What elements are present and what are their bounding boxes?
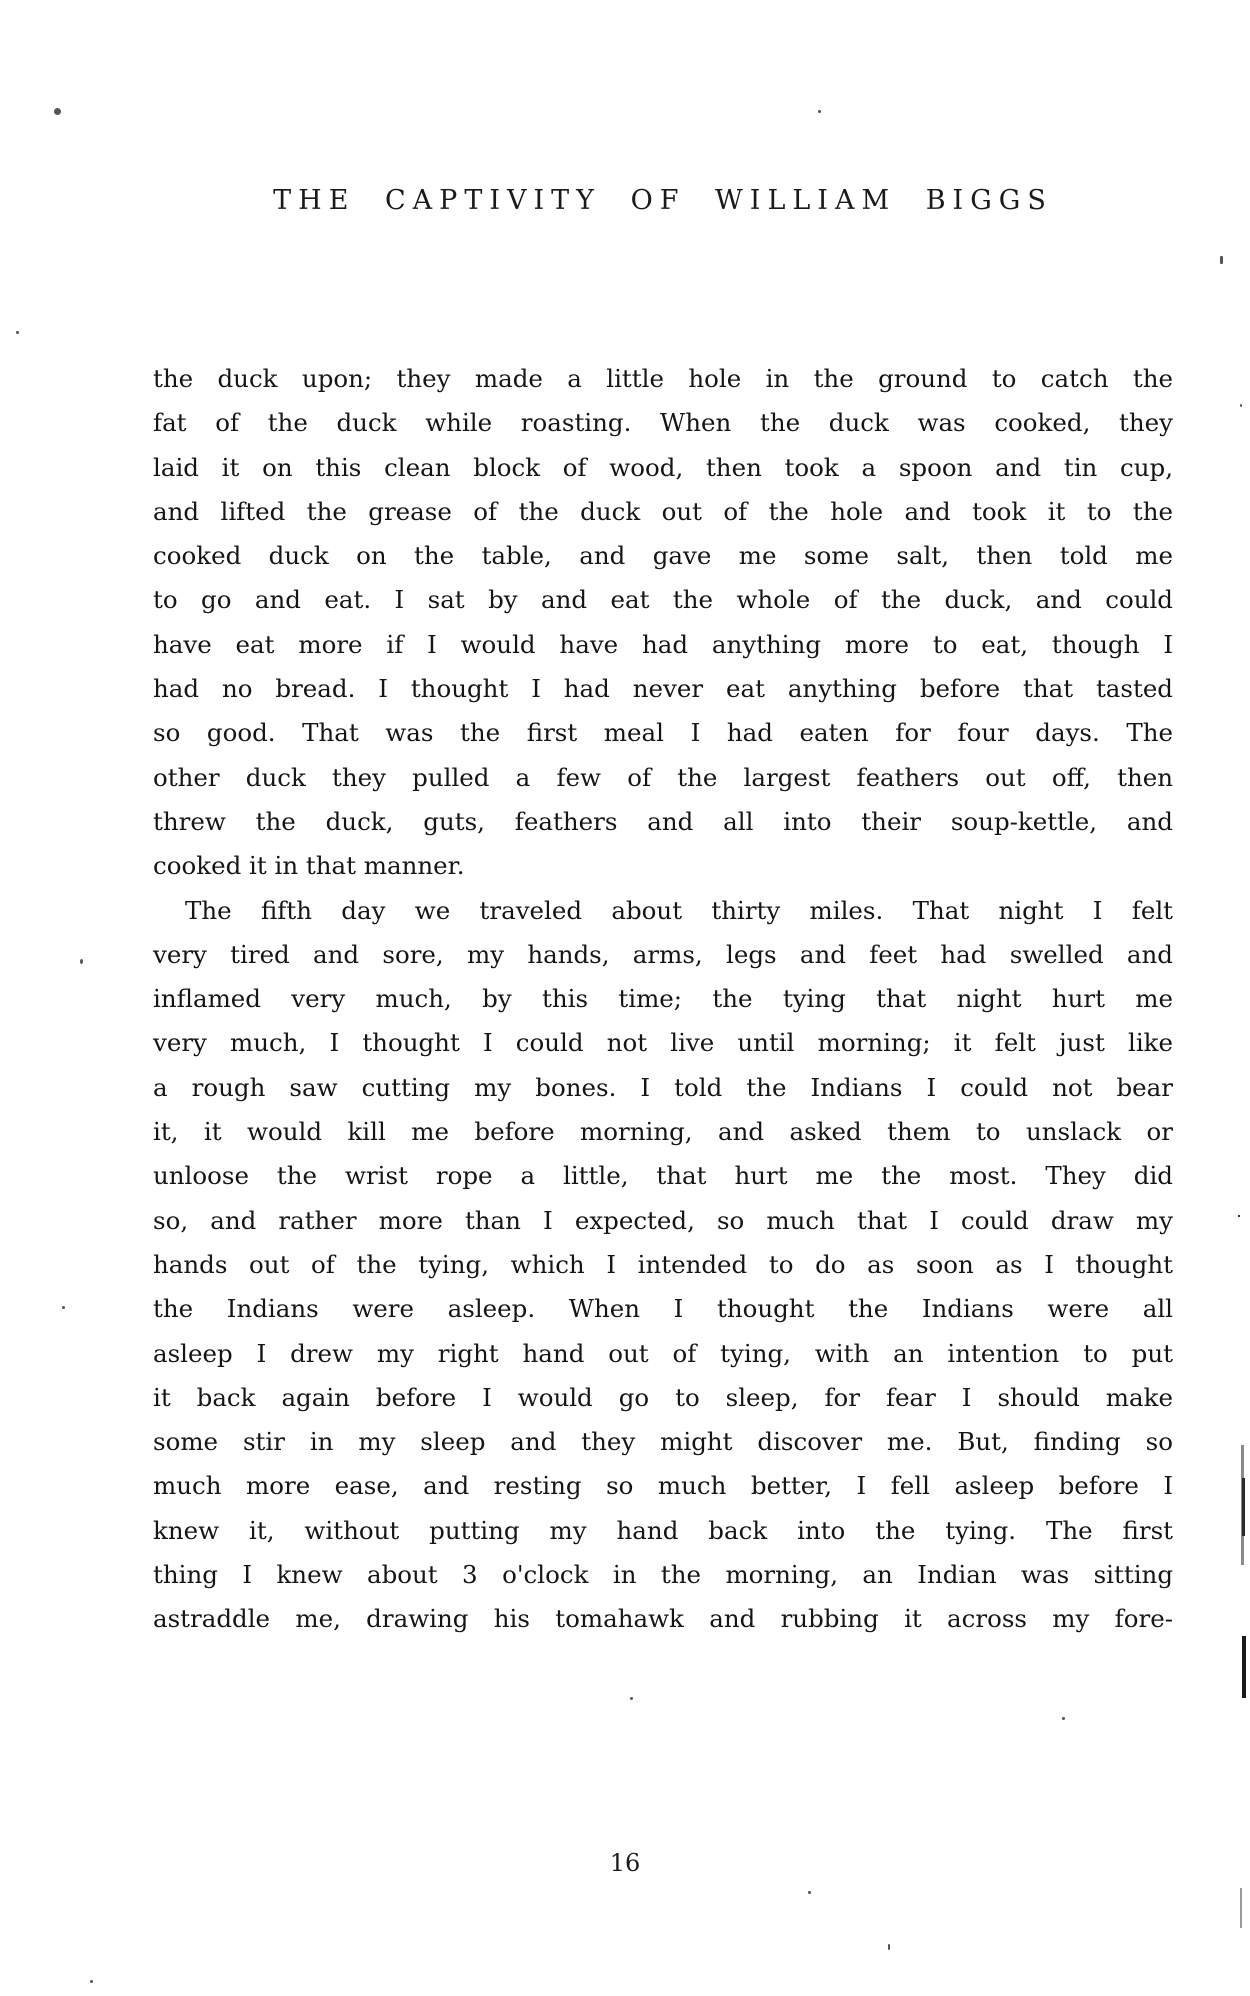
text-line: had no bread. I thought I had never eat anything before that tasted — [153, 674, 1173, 704]
text-line: asleep I drew my right hand out of tying, with an intention to put — [153, 1338, 1173, 1368]
scan-speck — [1240, 404, 1242, 407]
scan-edge-mark — [1242, 1636, 1246, 1698]
text-line: thing I knew about 3 o'clock in the morning, an Indian was sitting — [153, 1560, 1173, 1590]
scan-speck — [1220, 256, 1223, 264]
text-line: so good. That was the first meal I had eaten for four days. The — [153, 718, 1173, 748]
paragraph — [153, 357, 1173, 889]
text-line: cooked it in that manner. — [153, 851, 465, 881]
scan-speck — [16, 331, 19, 334]
text-line: very tired and sore, my hands, arms, legs and feet had swelled and — [153, 939, 1173, 969]
scan-edge-mark — [1242, 1478, 1245, 1536]
text-line: to go and eat. I sat by and eat the whole of the duck, and could — [153, 585, 1173, 615]
scan-speck — [808, 1891, 811, 1894]
page-number: 16 — [609, 1849, 641, 1877]
text-line: much more ease, and resting so much better, I fell asleep before I — [153, 1471, 1173, 1501]
text-line: threw the duck, guts, feathers and all into their soup-kettle, and — [153, 806, 1173, 836]
text-line: other duck they pulled a few of the largest feathers out off, then — [153, 762, 1173, 792]
text-line: cooked duck on the table, and gave me some salt, then told me — [153, 541, 1173, 571]
text-line: it, it would kill me before morning, and asked them to unslack or — [153, 1117, 1173, 1147]
scan-speck — [54, 108, 61, 115]
text-line: fat of the duck while roasting. When the duck was cooked, they — [153, 408, 1173, 438]
scan-speck — [90, 1980, 93, 1983]
running-head: THE CAPTIVITY OF WILLIAM BIGGS — [273, 185, 1053, 216]
text-line: have eat more if I would have had anything more to eat, though I — [153, 629, 1173, 659]
text-line: knew it, without putting my hand back into the tying. The first — [153, 1515, 1173, 1545]
text-line: and lifted the grease of the duck out of the hole and took it to the — [153, 496, 1173, 526]
body-text — [153, 357, 1173, 1642]
text-line: hands out of the tying, which I intended to do as soon as I thought — [153, 1249, 1173, 1279]
text-line: the Indians were asleep. When I thought the Indians were all — [153, 1294, 1173, 1324]
text-line: a rough saw cutting my bones. I told the Indians I could not bear — [153, 1072, 1173, 1102]
scan-speck — [1062, 1717, 1065, 1720]
scan-speck — [62, 1306, 65, 1309]
text-line: the duck upon; they made a little hole in the ground to catch the — [153, 364, 1173, 393]
text-line: laid it on this clean block of wood, then took a spoon and tin cup, — [153, 452, 1173, 482]
paragraph — [153, 889, 1173, 1642]
text-line: so, and rather more than I expected, so much that I could draw my — [153, 1205, 1173, 1235]
scan-speck — [818, 110, 821, 113]
scan-edge-mark — [1240, 1888, 1242, 1928]
text-line: unloose the wrist rope a little, that hurt me the most. They did — [153, 1161, 1173, 1191]
text-line: it back again before I would go to sleep, for fear I should make — [153, 1382, 1173, 1412]
text-line: some stir in my sleep and they might discover me. But, finding so — [153, 1427, 1173, 1457]
text-line: inflamed very much, by this time; the tying that night hurt me — [153, 984, 1173, 1014]
scan-speck — [630, 1697, 633, 1700]
scan-speck — [80, 959, 83, 964]
scan-speck — [888, 1944, 890, 1950]
text-line: very much, I thought I could not live until morning; it felt just like — [153, 1028, 1173, 1058]
scan-edge-mark — [1238, 1215, 1240, 1217]
text-line: The fifth day we traveled about thirty miles. That night I felt — [185, 895, 1173, 925]
text-line: astraddle me, drawing his tomahawk and rubbing it across my fore- — [153, 1604, 1173, 1634]
